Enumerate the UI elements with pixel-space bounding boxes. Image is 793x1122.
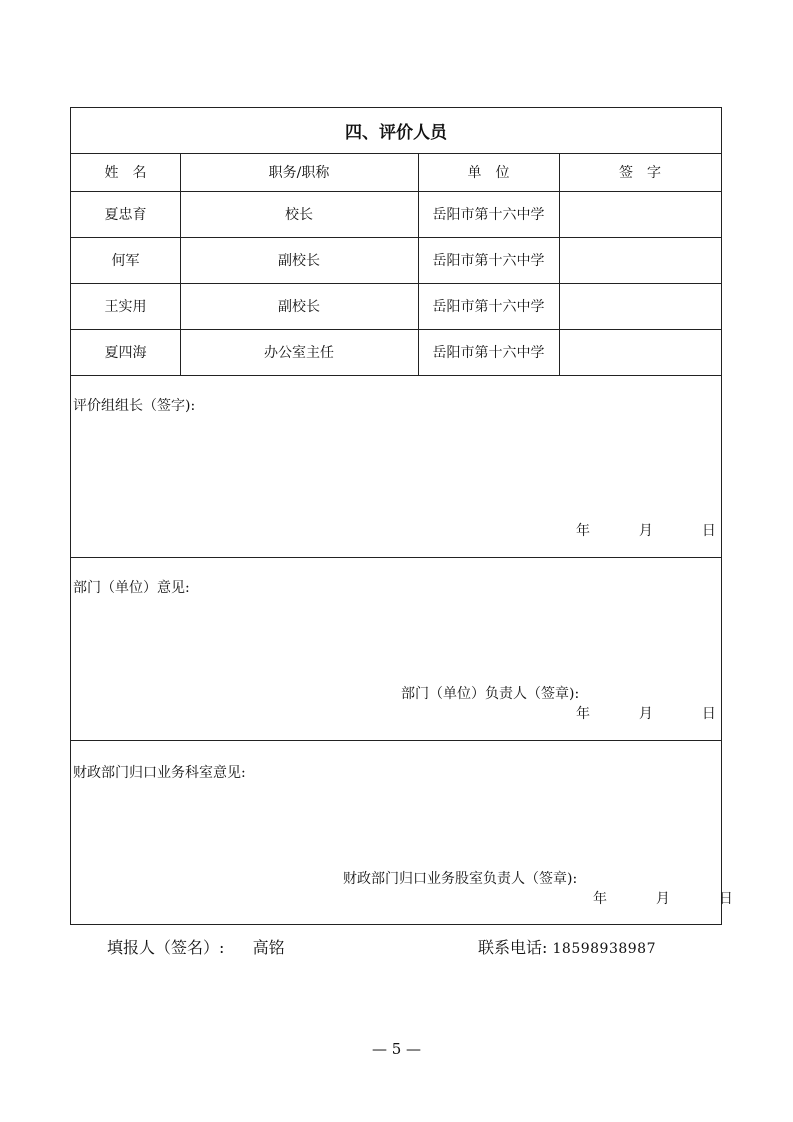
divider <box>71 557 721 558</box>
filler-name: 高铭 <box>252 938 285 957</box>
header-signature: 签 字 <box>619 165 661 181</box>
day-label: 日 <box>718 891 733 907</box>
finance-head-signature-label: 财政部门归口业务股室负责人（签章): <box>343 871 578 887</box>
row-title: 副校长 <box>278 253 320 269</box>
contact-info <box>478 935 656 958</box>
signature-cell[interactable] <box>559 237 721 283</box>
evaluation-form-table <box>70 107 733 925</box>
signature-cell[interactable] <box>559 191 721 237</box>
row-title: 办公室主任 <box>264 345 334 361</box>
finance-date <box>593 888 733 908</box>
department-date <box>576 703 716 723</box>
day-label: 日 <box>701 706 716 722</box>
phone-value: 18598938987 <box>552 941 656 957</box>
row-name: 夏四海 <box>104 345 147 361</box>
row-name: 夏忠育 <box>104 207 147 223</box>
year-label: 年 <box>593 891 607 907</box>
header-name: 姓 名 <box>104 165 147 181</box>
row-name: 何军 <box>111 253 140 269</box>
day-label: 日 <box>701 523 716 539</box>
signature-cell[interactable] <box>559 329 721 375</box>
header-unit: 单 位 <box>467 165 510 181</box>
section-title: 四、评价人员 <box>345 123 447 143</box>
department-opinion-label: 部门（单位）意见: <box>73 580 190 596</box>
row-title: 副校长 <box>278 299 320 315</box>
signature-cell[interactable] <box>559 283 721 329</box>
divider <box>71 375 721 376</box>
month-label: 月 <box>638 523 653 539</box>
page-number: — 5 — <box>371 1040 422 1058</box>
year-label: 年 <box>576 523 590 539</box>
row-unit: 岳阳市第十六中学 <box>432 345 545 361</box>
filler-info <box>107 935 285 958</box>
phone-label: 联系电话: <box>478 938 548 957</box>
year-label: 年 <box>576 706 590 722</box>
month-label: 月 <box>655 891 670 907</box>
divider <box>71 740 721 741</box>
leader-date <box>576 520 716 540</box>
row-unit: 岳阳市第十六中学 <box>432 253 545 269</box>
finance-opinion-label: 财政部门归口业务科室意见: <box>73 765 246 781</box>
row-unit: 岳阳市第十六中学 <box>432 207 545 223</box>
leader-signature-label: 评价组组长（签字): <box>73 398 196 414</box>
header-title: 职务/职称 <box>268 165 330 181</box>
filler-label: 填报人（签名）: <box>107 938 225 957</box>
row-unit: 岳阳市第十六中学 <box>432 299 545 315</box>
department-head-signature-label: 部门（单位）负责人（签章): <box>401 686 580 702</box>
month-label: 月 <box>638 706 653 722</box>
row-title: 校长 <box>285 207 313 223</box>
row-name: 王实用 <box>104 299 147 315</box>
